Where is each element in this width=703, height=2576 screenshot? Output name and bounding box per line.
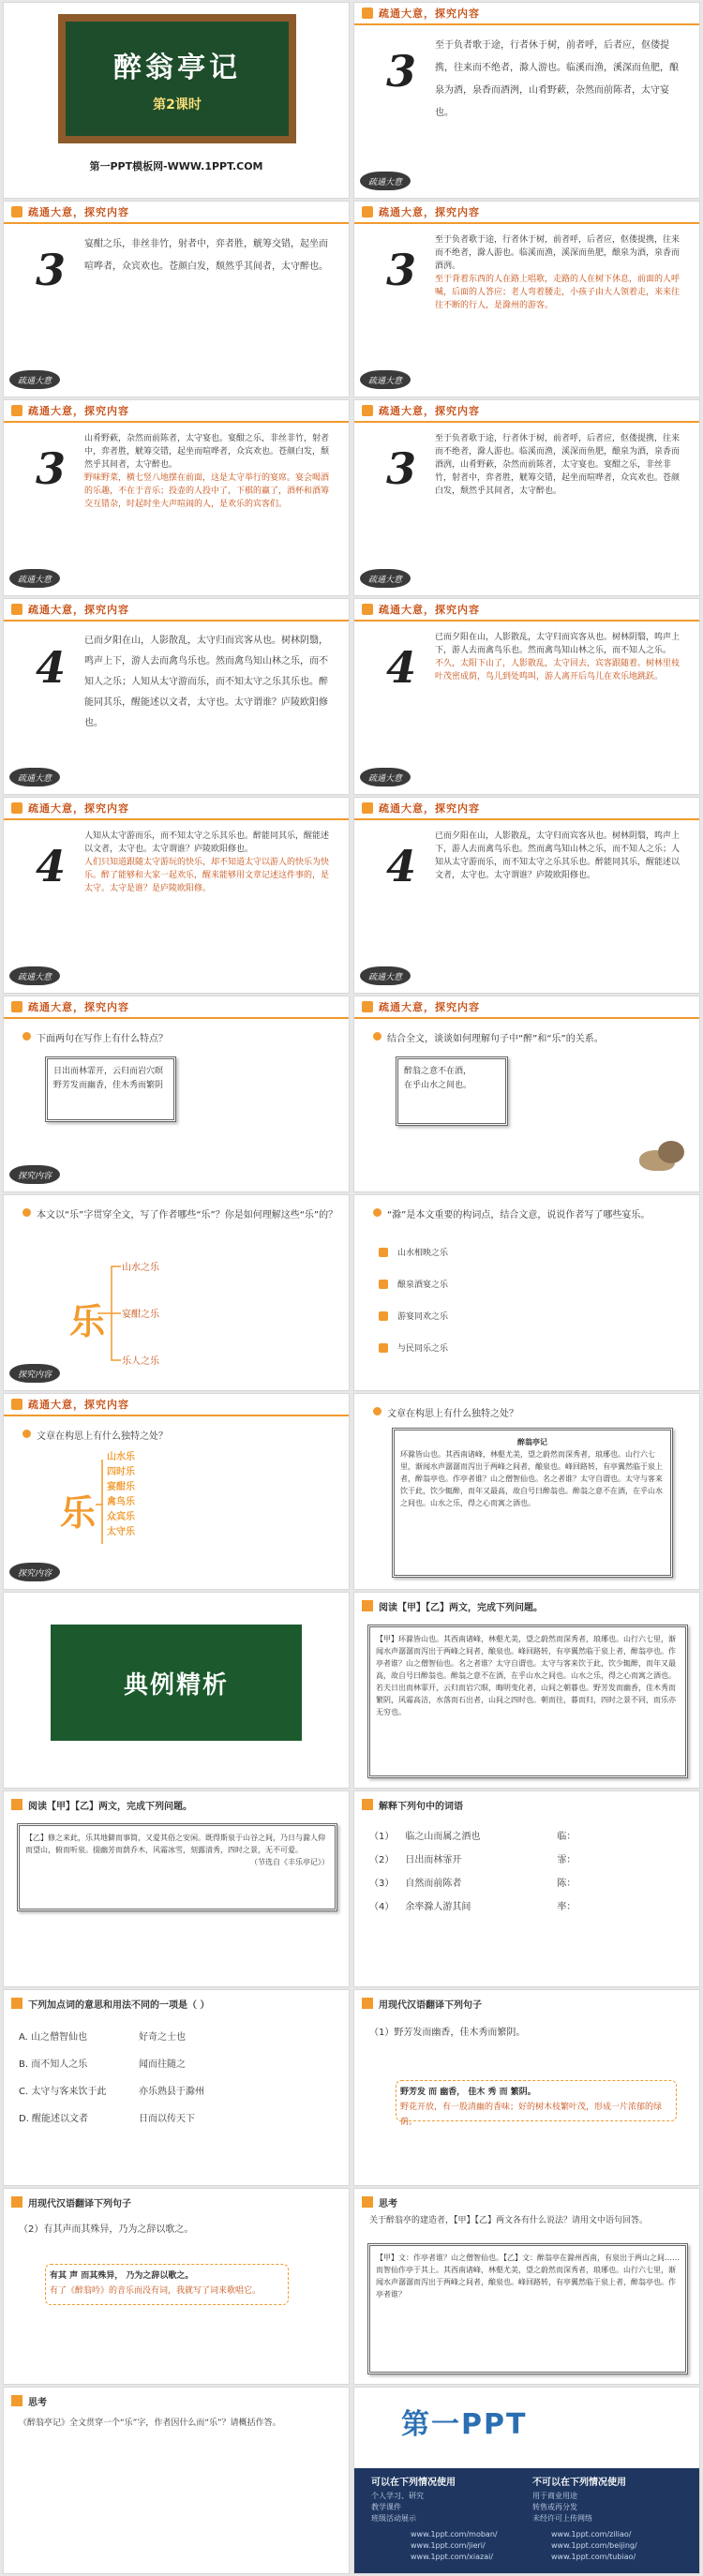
- passage-frame: [17, 1823, 337, 1911]
- passage-body: 【乙】修之来此，乐其地僻而事简，又爱其俗之安闲。既得斯泉于山谷之间，乃日与滁人仰而望山，俯而听泉。掇幽芳而荫乔木，风霜冰雪，刻露清秀，四时之景，无不可爱。: [25, 1834, 325, 1854]
- header-icon: [11, 1799, 22, 1810]
- forbidden-item: 未经许可上传网络: [532, 2514, 592, 2523]
- stamp-badge: 疏通大意: [9, 966, 60, 985]
- option-row[interactable]: D. 醒能述以文者 日而以传天下: [19, 2114, 195, 2124]
- question-text: 文章在构思上有什么独特之处？: [37, 1431, 168, 1442]
- quote-line: 在乎山水之间也。: [404, 1081, 472, 1090]
- slide-header: [354, 599, 699, 622]
- question: [22, 1030, 339, 1044]
- link[interactable]: www.1ppt.com/tubiao/: [551, 2553, 636, 2561]
- section-number: 3: [386, 443, 417, 494]
- header-icon: [11, 604, 22, 615]
- bullet-icon: [22, 1032, 31, 1041]
- answer-translation: 有了《醉翁吟》的音乐而没有词，我就写了词来歌唱它。: [50, 2286, 262, 2296]
- slide-19[interactable]: [3, 1790, 350, 1987]
- forbidden-item: 转售或再分发: [532, 2503, 577, 2511]
- question-header: 思考: [354, 2193, 699, 2211]
- stamp-badge: 疏通大意: [360, 569, 411, 588]
- cover-title: 醉翁亭记: [113, 52, 241, 84]
- forbidden-item: 用于商业用途: [532, 2492, 577, 2500]
- table-row: （1） 临之山而属之酒也 临：: [369, 1832, 576, 1842]
- slide-15[interactable]: [3, 1393, 350, 1590]
- header-title: 疏通大意，探究内容: [379, 7, 480, 20]
- slide-14[interactable]: [353, 1194, 700, 1391]
- question-header: 阅读【甲】【乙】两文，完成下列问题。: [354, 1596, 699, 1615]
- slide-header: [354, 996, 699, 1019]
- passage-text: 已而夕阳在山，人影散乱，太守归而宾客从也。树林阴翳，鸣声上下，游人去而禽鸟乐也。然而禽鸟知山林之乐，而不知人之乐；人知从太守游而乐，而不知太守之乐其乐也。醉能同其乐，醒能述以文者，太守也。太守谓谁？庐陵欧阳修也。: [84, 636, 328, 728]
- question-header: 解释下列句中的词语: [354, 1795, 699, 1814]
- question-line: 《醉翁亭记》全文贯穿一个“乐”字，作者因什么而“乐”？请概括作答。: [19, 2419, 281, 2428]
- allowed-item: 班级活动展示: [371, 2514, 416, 2523]
- passage-text: [84, 830, 336, 895]
- header-icon: [362, 802, 373, 814]
- le-character: 乐: [69, 1301, 106, 1342]
- passage-text: 宴酣之乐，非丝非竹，射者中，弈者胜，觥筹交错，起坐而喧哗者，众宾欢也。苍颜白发，颓然乎其间者，太守醉也。: [84, 239, 328, 272]
- question-line: 关于醉翁亭的建造者，【甲】【乙】两文各有什么说法？请用文中语句回答。: [369, 2216, 649, 2225]
- header-icon: [11, 405, 22, 416]
- stamp-badge: 探究内容: [9, 1563, 60, 1581]
- header-title: 疏通大意，探究内容: [28, 405, 129, 417]
- stamp-badge: 疏通大意: [9, 569, 60, 588]
- slide-22[interactable]: [353, 1989, 700, 2186]
- header-title: 疏通大意，探究内容: [379, 604, 480, 616]
- allowed-item: 个人学习、研究: [371, 2492, 424, 2500]
- passage-frame: [392, 1428, 673, 1578]
- passage-title: 醉翁亭记: [517, 1438, 547, 1446]
- slide-20[interactable]: [353, 1790, 700, 1987]
- slide-header: [354, 202, 699, 224]
- slide-header: [4, 400, 349, 423]
- question-text: 本文以“乐”字贯穿全文，写了作者哪些“乐”？你是如何理解这些“乐”的？: [37, 1210, 338, 1221]
- slide-header: [354, 798, 699, 820]
- link[interactable]: www.1ppt.com/moban/: [411, 2530, 498, 2539]
- stamp-badge: 疏通大意: [360, 370, 411, 389]
- passage-text: 已而夕阳在山，人影散乱，太守归而宾客从也。树林阴翳，鸣声上下，游人去而禽鸟乐也。然而禽鸟知山林之乐，而不知人之乐；人知从太守游而乐，而不知太守之乐其乐也。醉能同其乐，醒能述以文者，太守也。太守谓谁？庐陵欧阳修也。: [435, 831, 681, 880]
- slide-header: [4, 996, 349, 1019]
- translation-text: 人们只知道跟随太守游玩的快乐，却不知道太守以游人的快乐为快乐。醉了能够和大家一起欢乐，醒来能够用文章记述这件事的，是太守。太守是谁？是庐陵欧阳修。: [84, 858, 330, 893]
- branch-lines: [4, 1394, 350, 1590]
- answer-box: [396, 2080, 677, 2127]
- link[interactable]: www.1ppt.com/beijing/: [551, 2541, 637, 2550]
- section-number: 4: [386, 841, 417, 891]
- passage-frame: [367, 1625, 688, 1778]
- header-icon: [362, 1799, 373, 1810]
- question-text: 文章在构思上有什么独特之处？: [387, 1409, 518, 1419]
- translation-text: 至于背着东西的人在路上唱歌，走路的人在树下休息，前面的人呼喊，后面的人答应；老人弯着腰走，小孩子由大人领着走，来来往往不断的行人，是滁州的游客。: [435, 275, 681, 310]
- question-text: 结合全文，谈谈如何理解句子中“醉”和“乐”的关系。: [387, 1034, 604, 1044]
- passage-body: 环滁皆山也。其西南诸峰，林壑尤美，望之蔚然而深秀者，琅琊也。山行六七里，渐闻水声潺潺而泻出于两峰之间者，酿泉也。峰回路转，有亭翼然临于泉上者，醉翁亭也。作亭者谁？山之僧智仙也。名之者谁？太守自谓也。太守与客来饮于此，饮少辄醉，而年又最高，故自号曰醉翁也。醉翁之意不在酒，在乎山水之间也。山水之乐，得之心而寓之酒也。: [400, 1450, 663, 1507]
- link[interactable]: www.1ppt.com/jieri/: [411, 2541, 486, 2550]
- le-list: 山水乐 四时乐 宴酣乐 禽鸟乐 众宾乐 太守乐: [107, 1452, 135, 1537]
- answer-translation: 野花开放，有一股清幽的香味；好的树木枝繁叶茂，形成一片浓郁的绿荫。: [400, 2103, 663, 2127]
- quote-frame: [396, 1056, 508, 1126]
- list-item: 游宴同欢之乐: [379, 1310, 448, 1322]
- header-icon: [362, 206, 373, 217]
- table-row: （3） 自然而前陈者 陈：: [369, 1879, 576, 1889]
- section-number: 4: [36, 841, 67, 891]
- slide-17[interactable]: [3, 1592, 350, 1789]
- slide-21[interactable]: [3, 1989, 350, 2186]
- stamp-badge: 疏通大意: [360, 172, 411, 190]
- question: [373, 1206, 690, 1221]
- passage-body: 【甲】文：作亭者谁？山之僧智仙也。【乙】文：醉翁亭在滁州西南，有泉出于两山之间……而智仙作亭于其上。其西南诸峰，林壑尤美，望之蔚然而深秀者，琅琊也。山行六七里，渐闻水声潺潺而泻出于两峰之间者，酿泉也。峰回路转，有亭翼然临于泉上者，醉翁亭也。作亭者谁？: [376, 2254, 680, 2299]
- slide-26[interactable]: [353, 2387, 700, 2574]
- stamp-badge: 探究内容: [9, 1364, 60, 1383]
- quote-frame: [45, 1056, 176, 1122]
- site-url: 第一PPT模板网-WWW.1PPT.COM: [89, 160, 263, 172]
- passage-text: [435, 631, 686, 683]
- answer-box: [45, 2264, 289, 2305]
- header-title: 疏通大意，探究内容: [379, 802, 480, 815]
- header-title: 疏通大意，探究内容: [379, 405, 480, 417]
- branch-item: 宴酣之乐: [122, 1310, 159, 1320]
- table-row: （4） 余率滁人游其间 率：: [369, 1902, 576, 1912]
- option-row[interactable]: C. 太守与客来饮于此 亦乐熟县于滁州: [19, 2087, 204, 2097]
- slide-header: [354, 400, 699, 423]
- square-icon: [379, 1311, 388, 1321]
- header-title: 疏通大意，探究内容: [28, 1001, 129, 1013]
- stamp-badge: 疏通大意: [9, 370, 60, 389]
- cover-subtitle: 第2课时: [153, 97, 202, 112]
- slide-25[interactable]: [3, 2387, 350, 2574]
- square-icon: [379, 1280, 388, 1289]
- bullet-icon: [373, 1407, 381, 1415]
- stamp-badge: 疏通大意: [9, 768, 60, 786]
- slide-18[interactable]: [353, 1592, 700, 1789]
- header-icon: [11, 1001, 22, 1012]
- table-row: （2） 日出而林霏开 霏：: [369, 1855, 576, 1865]
- original-text: 人知从太守游而乐，而不知太守之乐其乐也。醉能同其乐，醒能述以文者，太守也。太守谓谁？庐陵欧阳修也。: [84, 831, 330, 854]
- section-title: 典例精析: [51, 1625, 302, 1741]
- slide-12[interactable]: [353, 996, 700, 1192]
- slide-5[interactable]: [3, 399, 350, 596]
- slide-2[interactable]: [353, 2, 700, 199]
- original-text: 已而夕阳在山，人影散乱，太守归而宾客从也。树林阴翳，鸣声上下，游人去而禽鸟乐也。然而禽鸟知山林之乐，而不知人之乐。: [435, 633, 681, 655]
- option-row[interactable]: A. 山之僧智仙也 好奇之士也: [19, 2032, 186, 2043]
- header-icon: [362, 2196, 373, 2208]
- slide-11[interactable]: [3, 996, 350, 1192]
- question-text: 下面两句在写作上有什么特点？: [37, 1034, 168, 1044]
- blackboard: [58, 14, 296, 143]
- original-text: 山肴野蔌，杂然而前陈者，太守宴也。宴酣之乐，非丝非竹，射者中，弈者胜，觥筹交错，起坐而喧哗者，众宾欢也。苍颜白发，颓然乎其间者，太守醉也。: [84, 434, 330, 470]
- question-line: （1）野芳发而幽香，佳木秀而繁阴。: [369, 2028, 526, 2038]
- slide-header: [4, 798, 349, 820]
- question-header: 用现代汉语翻译下列句子: [354, 1994, 699, 2013]
- slide-6[interactable]: [353, 399, 700, 596]
- passage-text: 至于负者歌于途，行者休于树，前者呼，后者应，伛偻提携，往来而不绝者，滁人游也。临溪而渔，溪深而鱼肥，酿泉为酒，泉香而酒洌，山肴野蔌，杂然而前陈者，太守宴也。宴酣之乐，非丝非竹，射者中，弈者胜，觥筹交错，起坐而喧哗者，众宾欢也。苍颜白发，颓然乎其间者，太守醉也。: [435, 434, 681, 496]
- header-icon: [362, 1600, 373, 1611]
- header-icon: [362, 604, 373, 615]
- le-character: 乐: [60, 1492, 97, 1534]
- header-title: 疏通大意，探究内容: [28, 1399, 129, 1411]
- branch-item: 山水之乐: [122, 1263, 159, 1273]
- passage-frame: [367, 2243, 688, 2374]
- quote-line: 野芳发而幽香，佳木秀而繁阴: [53, 1081, 164, 1090]
- question-line: （2）有其声而其殊异，乃为之辞以歌之。: [19, 2224, 194, 2235]
- license-panel: [354, 2468, 699, 2573]
- slide-header: [4, 202, 349, 224]
- header-icon: [11, 2196, 22, 2208]
- section-number: 3: [386, 245, 417, 295]
- section-number: 4: [36, 642, 67, 693]
- passage-text: [84, 432, 336, 511]
- link[interactable]: www.1ppt.com/xiazai/: [411, 2553, 494, 2561]
- header-icon: [11, 206, 22, 217]
- rock-illustration: [636, 1137, 694, 1176]
- quote-line: 醉翁之意不在酒，: [404, 1067, 472, 1076]
- slide-9[interactable]: [3, 797, 350, 994]
- passage-source: （节选自《丰乐亭记》）: [250, 1858, 329, 1866]
- question-header: 下列加点词的意思和用法不同的一项是（ ）: [4, 1994, 349, 2013]
- square-icon: [379, 1248, 388, 1257]
- slide-7[interactable]: [3, 598, 350, 795]
- list-item: 酿泉酒宴之乐: [379, 1278, 448, 1290]
- header-title: 疏通大意，探究内容: [28, 604, 129, 616]
- bullet-icon: [373, 1208, 381, 1217]
- translation-text: 野味野菜，横七竖八地摆在前面，这是太守举行的宴席。宴会喝酒的乐趣，不在于音乐；投壶的人投中了，下棋的赢了，酒杯和酒筹交互错杂，时起时坐大声喧闹的人，是欢乐的宾客们。: [84, 473, 330, 509]
- header-icon: [11, 1998, 22, 2009]
- brand-logo: 第一PPT: [401, 2408, 528, 2441]
- header-icon: [11, 802, 22, 814]
- slide-8[interactable]: [353, 598, 700, 795]
- answer-segmented: 野芳发 而 幽香， 佳木 秀 而 繁阴。: [400, 2088, 536, 2097]
- question: [373, 1405, 690, 1419]
- header-title: 疏通大意，探究内容: [28, 206, 129, 218]
- option-list: [19, 2024, 204, 2133]
- original-text: 至于负者歌于途，行者休于树，前者呼，后者应，伛偻提携，往来而不绝者，滁人游也。临溪而渔，溪深而鱼肥，酿泉为酒，泉香而酒洌。: [435, 235, 681, 271]
- header-icon: [362, 1001, 373, 1012]
- passage-body: 【甲】环滁皆山也。其西南诸峰，林壑尤美，望之蔚然而深秀者，琅琊也。山行六七里，渐闻水声潺潺而泻出于两峰之间者，酿泉也。峰回路转，有亭翼然临于泉上者，醉翁亭也。作亭者谁？山之僧智仙也。名之者谁？太守自谓也。太守与客来饮于此，饮少辄醉，而年又最高，故自号曰醉翁也。醉翁之意不在酒，在乎山水之间也。山水之乐，得之心而寓之酒也。若夫日出而林霏开，云归而岩穴暝，晦明变化者，山间之朝暮也。野芳发而幽香，佳木秀而繁阴，风霜高洁，水落而石出者，山间之四时也。朝而往，暮而归，四时之景不同，而乐亦无穷也。: [376, 1635, 676, 1716]
- header-icon: [362, 7, 373, 19]
- passage-text: [435, 233, 686, 312]
- answer-segmented: 有其 声 而其殊异， 乃为之辞以歌之。: [50, 2271, 194, 2281]
- link[interactable]: www.1ppt.com/ziliao/: [551, 2530, 632, 2539]
- header-icon: [11, 2395, 22, 2406]
- slide-3[interactable]: [3, 201, 350, 397]
- header-title: 疏通大意，探究内容: [379, 206, 480, 218]
- section-number: 3: [36, 443, 67, 494]
- stamp-badge: 疏通大意: [360, 768, 411, 786]
- slide-4[interactable]: [353, 201, 700, 397]
- list-item: 山水相映之乐: [379, 1246, 448, 1258]
- question-header: 用现代汉语翻译下列句子: [4, 2193, 349, 2211]
- list-item: 与民同乐之乐: [379, 1341, 448, 1354]
- branch-item: 乐人之乐: [122, 1356, 159, 1367]
- slide-header: [354, 3, 699, 25]
- question-header: 思考: [4, 2391, 349, 2410]
- question-header: 阅读【甲】【乙】两文，完成下列问题。: [4, 1795, 349, 1814]
- question: [373, 1030, 690, 1044]
- slide-24[interactable]: [353, 2188, 700, 2385]
- stamp-badge: 疏通大意: [360, 966, 411, 985]
- forbidden-title: 不可以在下列情况使用: [532, 2478, 626, 2488]
- translation-text: 不久，太阳下山了，人影散乱，太守回去，宾客跟随着。树林里枝叶茂密成荫，鸟儿到处鸣叫，游人离开后鸟儿在欢乐地跳跃。: [435, 659, 681, 681]
- slide-cover[interactable]: [3, 2, 350, 199]
- quote-line: 日出而林霏开，云归而岩穴暝: [53, 1067, 164, 1076]
- passage-text: 至于负者歌于途，行者休于树，前者呼，后者应，伛偻提携，往来而不绝者，滁人游也。临溪而渔，溪深而鱼肥，酿泉为酒，泉香而酒洌，山肴野蔌，杂然而前陈者，太守宴也。: [435, 40, 679, 118]
- question-text: “滁”是本文重要的构词点，结合文意，说说作者写了哪些宴乐。: [387, 1210, 651, 1221]
- section-number: 4: [386, 642, 417, 693]
- slide-16[interactable]: [353, 1393, 700, 1590]
- section-number: 3: [36, 245, 67, 295]
- slide-23[interactable]: [3, 2188, 350, 2385]
- header-icon: [362, 405, 373, 416]
- header-icon: [362, 1998, 373, 2009]
- square-icon: [379, 1343, 388, 1353]
- option-row[interactable]: B. 而不知人之乐 闻而往随之: [19, 2059, 186, 2070]
- allowed-item: 教学课件: [371, 2503, 401, 2511]
- vocab-table: [369, 1825, 576, 1919]
- slide-10[interactable]: [353, 797, 700, 994]
- allowed-title: 可以在下列情况使用: [371, 2478, 456, 2488]
- bullet-icon: [373, 1032, 381, 1041]
- header-title: 疏通大意，探究内容: [28, 802, 129, 815]
- slide-13[interactable]: [3, 1194, 350, 1391]
- stamp-badge: 探究内容: [9, 1165, 60, 1184]
- slide-header: [4, 599, 349, 622]
- section-number: 3: [386, 46, 417, 97]
- header-title: 疏通大意，探究内容: [379, 1001, 480, 1013]
